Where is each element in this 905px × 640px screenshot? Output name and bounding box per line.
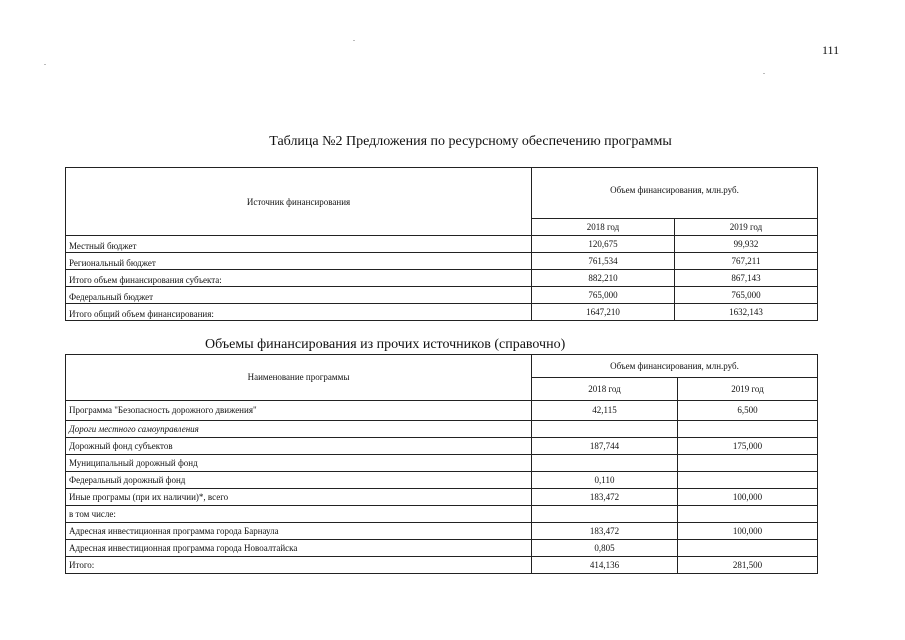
- row-label: в том числе:: [66, 506, 532, 523]
- row-label: Адресная инвестиционная программа города Барнаула: [66, 523, 532, 540]
- table-row: [66, 472, 818, 489]
- row-label: Дороги местного самоуправления: [66, 421, 532, 438]
- row-label: Местный бюджет: [66, 236, 532, 253]
- row-label: Итого объем финансирования субъекта:: [66, 270, 532, 287]
- value-2018: 882,210: [532, 270, 675, 287]
- row-label: Федеральный бюджет: [66, 287, 532, 304]
- table-row: [66, 236, 818, 253]
- table-row: [66, 455, 818, 472]
- table-row: [66, 540, 818, 557]
- table-row: [66, 253, 818, 270]
- header-volume: Объем финансирования, млн.руб.: [532, 355, 818, 378]
- value-2018: 42,115: [532, 401, 678, 421]
- table-row: [66, 438, 818, 455]
- table-row: [66, 401, 818, 421]
- row-label: Иные програмы (при их наличии)*, всего: [66, 489, 532, 506]
- row-label: Региональный бюджет: [66, 253, 532, 270]
- value-2019: 767,211: [675, 253, 818, 270]
- table-row: [66, 489, 818, 506]
- value-2018: 183,472: [532, 523, 678, 540]
- value-2018: 765,000: [532, 287, 675, 304]
- funding-proposals-table: [65, 167, 818, 321]
- value-2018: 414,136: [532, 557, 678, 574]
- header-year-2019: 2019 год: [678, 378, 818, 401]
- row-label: Итого общий объем финансирования:: [66, 304, 532, 321]
- row-label: Федеральный дорожный фонд: [66, 472, 532, 489]
- value-2019: 867,143: [675, 270, 818, 287]
- row-label: Итого:: [66, 557, 532, 574]
- table-row: [66, 557, 818, 574]
- value-2019: [678, 421, 818, 438]
- table-row: [66, 270, 818, 287]
- header-source: Источник финансирования: [66, 168, 532, 236]
- table-header-row: [66, 168, 818, 219]
- value-2019: 6,500: [678, 401, 818, 421]
- value-2019: 281,500: [678, 557, 818, 574]
- value-2019: 100,000: [678, 523, 818, 540]
- scan-speck: [44, 64, 46, 65]
- value-2018: 1647,210: [532, 304, 675, 321]
- scan-speck: [763, 73, 765, 74]
- scan-speck: [353, 40, 355, 41]
- table1-title: Таблица №2 Предложения по ресурсному обеспечению программы: [269, 134, 672, 149]
- value-2019: [678, 472, 818, 489]
- value-2018: [532, 455, 678, 472]
- value-2018: [532, 421, 678, 438]
- page-number: 111: [822, 43, 840, 57]
- value-2018: 187,744: [532, 438, 678, 455]
- table-row: [66, 506, 818, 523]
- table-row: [66, 304, 818, 321]
- row-label: Адресная инвестиционная программа города Новоалтайска: [66, 540, 532, 557]
- header-program-name: Наименование программы: [66, 355, 532, 401]
- header-year-2019: 2019 год: [675, 219, 818, 236]
- value-2019: 1632,143: [675, 304, 818, 321]
- value-2018: 0,805: [532, 540, 678, 557]
- value-2018: 761,534: [532, 253, 675, 270]
- value-2019: [678, 540, 818, 557]
- row-label: Муниципальный дорожный фонд: [66, 455, 532, 472]
- header-year-2018: 2018 год: [532, 378, 678, 401]
- table-row: [66, 287, 818, 304]
- value-2019: 765,000: [675, 287, 818, 304]
- header-year-2018: 2018 год: [532, 219, 675, 236]
- header-volume: Объем финансирования, млн.руб.: [532, 168, 818, 219]
- value-2018: 183,472: [532, 489, 678, 506]
- table-row: [66, 421, 818, 438]
- value-2019: 99,932: [675, 236, 818, 253]
- value-2018: 0,110: [532, 472, 678, 489]
- value-2019: 175,000: [678, 438, 818, 455]
- table-row: [66, 523, 818, 540]
- table2-title: Объемы финансирования из прочих источников (справочно): [205, 337, 566, 352]
- row-label: Дорожный фонд субъектов: [66, 438, 532, 455]
- value-2018: [532, 506, 678, 523]
- other-sources-table: [65, 354, 818, 574]
- value-2019: 100,000: [678, 489, 818, 506]
- value-2018: 120,675: [532, 236, 675, 253]
- value-2019: [678, 506, 818, 523]
- row-label: Программа "Безопасность дорожного движения": [66, 401, 532, 421]
- table-header-row: [66, 355, 818, 378]
- value-2019: [678, 455, 818, 472]
